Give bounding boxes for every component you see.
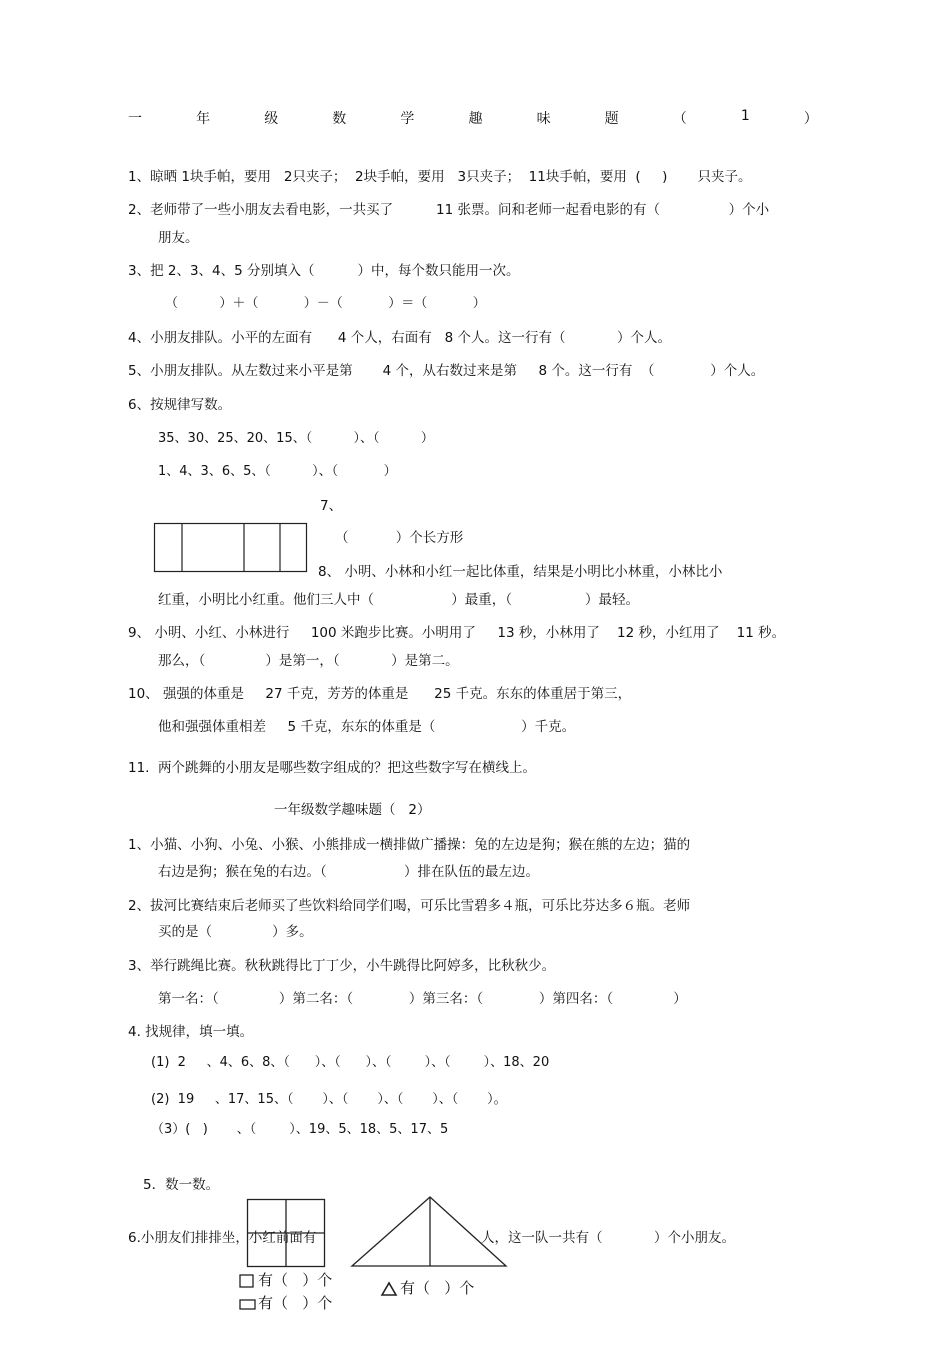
rectangles-figure (154, 523, 309, 573)
title-char: 学 (400, 111, 415, 127)
question-2-1: 1、小猫、小狗、小兔、小猴、小熊排成一横排做广播操：兔的左边是狗；猴在熊的左边；猫的 (128, 837, 691, 853)
question-1-2-cont: 朋友。 (158, 230, 199, 246)
question-2-5: 5．数一数。 (143, 1177, 220, 1193)
question-2-6: 6.小朋友们排排坐，小红前面有 (128, 1230, 317, 1246)
question-1-10: 10、 强强的体重是 27 千克，芳芳的体重是 25 千克。东东的体重居于第三， (128, 686, 632, 702)
title-char: 级 (264, 111, 279, 127)
question-1-9: 9、 小明、小红、小林进行 100 米跑步比赛。小明用了 13 秒，小林用了 12 秒，小红用了 11 秒。 (128, 625, 786, 641)
square-icon (239, 1274, 255, 1288)
title-char: 味 (536, 111, 551, 127)
question-2-4: 4. 找规律，填一填。 (128, 1024, 254, 1040)
question-2-6-cont: 人，这一队一共有（ ）个小朋友。 (481, 1230, 735, 1246)
question-1-6-seq-a: 35、30、25、20、15、（ ）、（ ） (158, 431, 434, 446)
title-char: 年 (196, 111, 211, 127)
title-set2: 一年级数学趣味题（ 2） (274, 802, 431, 818)
question-2-4-seq-3: （3）( ) 、（ ）、19、5、18、5、17、5 (151, 1122, 449, 1137)
question-1-10-cont: 他和强强体重相差 5 千克，东东的体重是（ ）千克。 (158, 719, 576, 735)
question-1-1: 1、晾晒 1块手帕，要用 2只夹子； 2块手帕，要用 3只夹子； 11块手帕，要用 ( ) 只夹子。 (128, 169, 752, 185)
square-count-label: 有（ ）个 (258, 1271, 333, 1289)
question-1-11: 11. 两个跳舞的小朋友是哪些数字组成的？把这些数字写在横线上。 (128, 760, 537, 776)
question-1-3-expression: （ ）＋（ ）－（ ）＝（ ） (165, 296, 486, 311)
triangle-icon (381, 1282, 397, 1296)
question-1-6: 6、按规律写数。 (128, 397, 232, 413)
title-char: 题 (604, 111, 619, 127)
question-1-7: 7、 (320, 498, 343, 514)
title-char: （ (672, 111, 687, 127)
question-2-2-cont: 买的是（ ）多。 (158, 924, 313, 940)
title-char: 趣 (468, 111, 483, 127)
question-2-4-seq-2: (2) 19 、17、15、（ ）、（ ）、（ ）、（ ）。 (151, 1092, 507, 1107)
title-char: ） (803, 111, 818, 127)
question-1-3: 3、把 2、3、4、5 分别填入（ ）中，每个数只能用一次。 (128, 263, 520, 279)
rectangle-count-label: 有（ ）个 (258, 1294, 333, 1312)
question-1-6-seq-b: 1、4、3、6、5、（ ）、（ ） (158, 464, 397, 479)
question-1-7-answer: （ ）个长方形 (335, 530, 464, 546)
question-1-8: 8、 小明、小林和小红一起比体重，结果是小明比小林重，小林比小 (318, 564, 723, 580)
question-2-2: 2、拔河比赛结束后老师买了些饮料给同学们喝，可乐比雪碧多４瓶，可乐比芬达多６瓶。老师 (128, 898, 691, 914)
question-2-1-cont: 右边是狗；猴在兔的右边。（ ）排在队伍的最左边。 (158, 864, 539, 880)
title-char: 数 (332, 111, 347, 127)
question-1-5: 5、小朋友排队。从左数过来小平是第 4 个，从右数过来是第 8 个。这一行有 （ ）个人。 (128, 363, 765, 379)
question-2-3: 3、举行跳绳比赛。秋秋跳得比丁丁少，小牛跳得比阿婷多，比秋秋少。 (128, 958, 556, 974)
question-1-4: 4、小朋友排队。小平的左面有 4 个人，右面有 8 个人。这一行有（ ）个人。 (128, 330, 671, 346)
question-2-4-seq-1: (1) 2 、4、6、8、（ ）、（ ）、（ ）、（ ）、18、20 (151, 1055, 550, 1070)
question-1-9-cont: 那么，（ ）是第一，（ ）是第二。 (158, 653, 459, 669)
rectangle-icon (239, 1299, 257, 1311)
title-char: 1 (740, 108, 750, 124)
question-1-2: 2、老师带了一些小朋友去看电影，一共买了 11 张票。问和老师一起看电影的有（ ）个小 (128, 202, 770, 218)
title-set1 (128, 108, 818, 128)
triangle-count-label: 有（ ）个 (400, 1279, 475, 1297)
title-char: 一 (128, 111, 142, 127)
question-1-8-cont: 红重，小明比小红重。他们三人中（ ）最重，（ ）最轻。 (158, 592, 639, 608)
question-2-3-answer: 第一名：（ ）第二名：（ ）第三名：（ ）第四名：（ ） (158, 991, 687, 1007)
